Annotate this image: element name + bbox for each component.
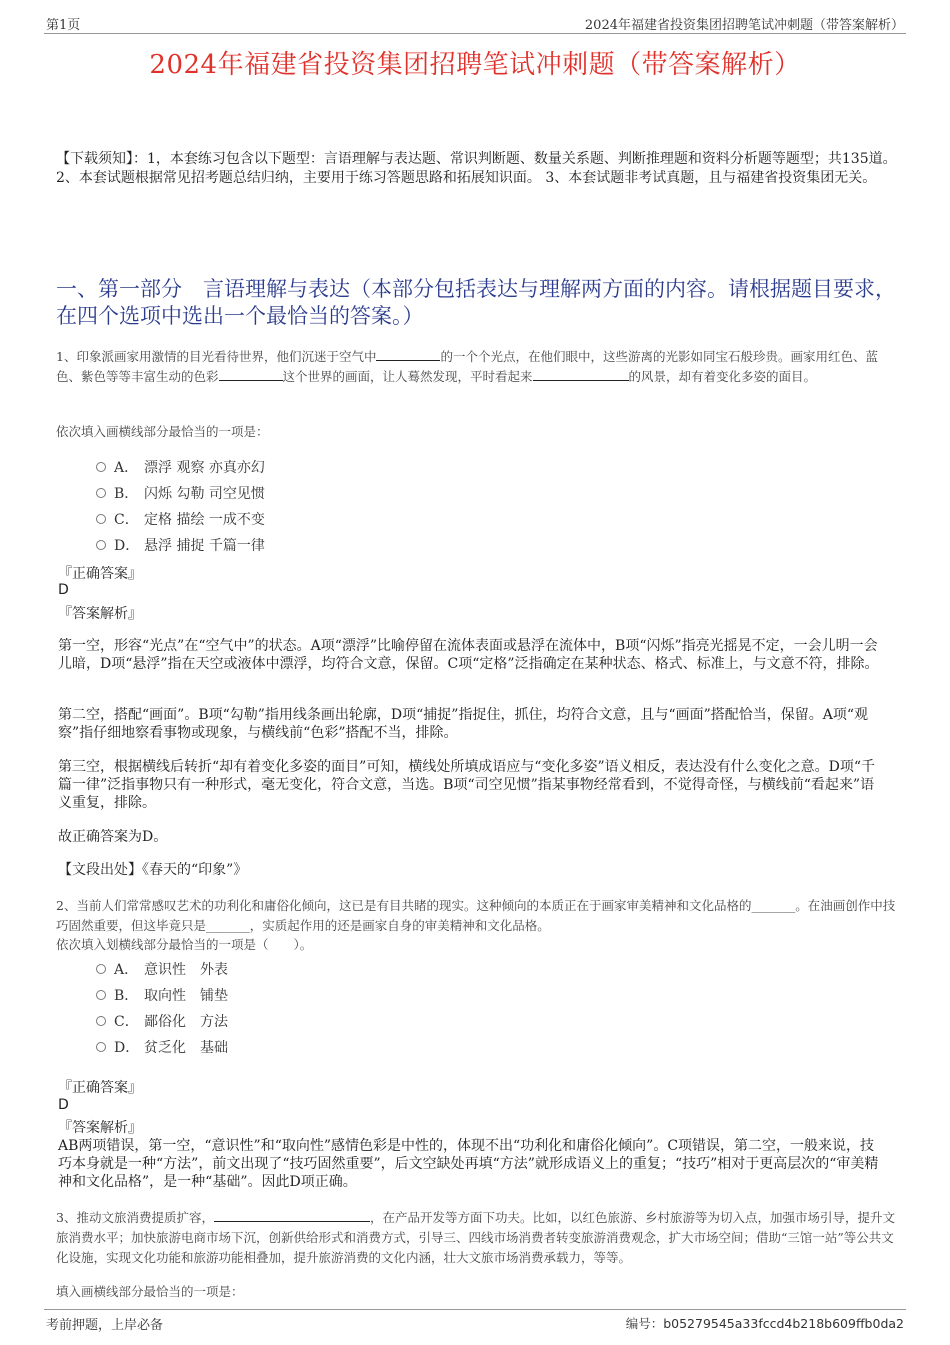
answer-value: D (58, 1097, 69, 1113)
option-key: C． (114, 1014, 139, 1030)
option-key: D． (114, 538, 140, 554)
code-value: b05279545a33fccd4b218b609ffb0da2 (663, 1316, 904, 1331)
q1-stem-part: 的风景，却有着变化多姿的面目。 (628, 369, 817, 384)
answer-value: D (58, 582, 69, 598)
option-text: 闪烁 勾勒 司空见惯 (144, 486, 265, 502)
analysis-label: 『答案解析』 (58, 1120, 142, 1136)
running-title: 2024年福建省投资集团招聘笔试冲刺题（带答案解析） (584, 18, 904, 33)
footer-divider (44, 1309, 906, 1310)
radio-icon[interactable] (96, 1042, 106, 1052)
option-d[interactable] (96, 535, 265, 555)
question-3-stem (56, 1208, 898, 1268)
analysis-paragraph: 第二空，搭配“画面”。B项“勾勒”指用线条画出轮廓，D项“捕捉”指捉住，抓住，均符合文意，且与“画面”搭配恰当，保留。A项“观察”指仔细地察看事物或现象，与横线前“色彩”搭配不当，排除。 (58, 707, 869, 741)
option-a[interactable] (96, 959, 228, 979)
option-text: 定格 描绘 一成不变 (144, 512, 265, 528)
radio-icon[interactable] (96, 964, 106, 974)
q1-stem-part: 这个世界的画面，让人蓦然发现，平时看起来 (282, 369, 533, 384)
radio-icon[interactable] (96, 1016, 106, 1026)
download-notice: 【下载须知】：1，本套练习包含以下题型：言语理解与表达题、常识判断题、数量关系题、判断推理题和资料分析题等题型；共135道。 2、本套试题根据常见招考题总结归纳，主要用于练习答题思路和拓展知识面。 3、本套试题非考试真题，且与福建省投资集团无关。 (56, 151, 897, 186)
option-b[interactable] (96, 483, 265, 503)
option-text: 悬浮 捕捉 千篇一律 (144, 538, 265, 554)
code-label: 编号： (625, 1316, 664, 1331)
analysis-label: 『答案解析』 (58, 606, 142, 622)
option-key: B． (114, 988, 139, 1004)
option-key: B． (114, 486, 139, 502)
answer-label: 『正确答案』 (58, 566, 142, 582)
option-text: 鄙俗化 方法 (144, 1014, 228, 1030)
fill-blank (533, 368, 629, 381)
option-c[interactable] (96, 509, 265, 529)
fill-blank (376, 348, 440, 361)
option-key: C． (114, 512, 139, 528)
option-b[interactable] (96, 985, 228, 1005)
option-c[interactable] (96, 1011, 228, 1031)
q1-stem-part: 1、印象派画家用激情的目光看待世界，他们沉迷于空气中 (56, 349, 377, 364)
q3-stem-part: ，在产品开发等方面下功夫。比如，以红色旅游、乡村旅游等为切入点，加强市场引导，提升文旅消费水平；加快旅游电商市场下沉，创新供给形式和消费方式，引导三、四线市场消费者转变旅游消费观念，扩大市场空间；借助“三馆一站”等公共文化设施，实现文化功能和旅游功能相叠加，提升旅游消费的文化内涵，壮大文旅市场消费承载力，等等。 (56, 1210, 895, 1265)
header-divider (44, 33, 906, 34)
option-text: 意识性 外表 (144, 962, 228, 978)
footer-slogan: 考前押题，上岸必备 (46, 1318, 164, 1333)
option-a[interactable] (96, 457, 265, 477)
analysis-paragraph: 第一空，形容“光点”在“空气中”的状态。A项“漂浮”比喻停留在流体表面或悬浮在流体中，B项“闪烁”指亮光摇晃不定，一会儿明一会儿暗，D项“悬浮”指在天空或液体中漂浮，均符合文意，保留。C项“定格”泛指确定在某种状态、格式、标准上，与文意不符，排除。 (58, 638, 879, 672)
radio-icon[interactable] (96, 514, 106, 524)
option-key: D． (114, 1040, 140, 1056)
answer-label: 『正确答案』 (58, 1080, 142, 1096)
q1-stem-part: 的一个个光点，在他们眼中，这些游离的光影如同宝石般珍贵。画家用红色、蓝色、紫色等等丰富生动的色彩 (56, 349, 878, 384)
analysis-paragraph: AB两项错误，第一空，“意识性”和“取向性”感情色彩是中性的，体现不出“功利化和庸俗化倾向”。C项错误，第二空，一般来说，技巧本身就是一种“方法”，前文出现了“技巧固然重要”，后文空缺处再填“方法”就形成语义上的重复；“技巧”相对于更高层次的“审美精神和文化品格”，是一种“基础”。因此D项正确。 (58, 1138, 879, 1190)
analysis-paragraph: 第三空，根据横线后转折“却有着变化多姿的面目”可知，横线处所填成语应与“变化多姿”语义相反，表达没有什么变化之意。D项“千篇一律”泛指事物只有一种形式，毫无变化，符合文意，当选。B项“司空见惯”指某事物经常看到，不觉得奇怪，与横线前“看起来”语义重复，排除。 (58, 759, 876, 811)
radio-icon[interactable] (96, 462, 106, 472)
question-1-stem (56, 347, 898, 387)
option-text: 取向性 铺垫 (144, 988, 228, 1004)
question-1-prompt: 依次填入画横线部分最恰当的一项是： (56, 424, 269, 439)
page-title: 2024年福建省投资集团招聘笔试冲刺题（带答案解析） (149, 50, 801, 80)
section-heading: 一、第一部分 言语理解与表达（本部分包括表达与理解两方面的内容。请根据题目要求，在四个选项中选出一个最恰当的答案。） (56, 277, 896, 328)
page-number: 第1页 (46, 18, 81, 33)
option-key: A． (114, 460, 139, 476)
analysis-conclusion: 故正确答案为D。 (58, 829, 168, 845)
source-citation: 【文段出处】《春天的“印象”》 (58, 862, 248, 878)
radio-icon[interactable] (96, 540, 106, 550)
document-code (626, 1314, 904, 1332)
option-text: 漂浮 观察 亦真亦幻 (144, 460, 265, 476)
option-d[interactable] (96, 1037, 228, 1057)
option-key: A． (114, 962, 139, 978)
fill-blank (214, 1209, 370, 1222)
question-2-prompt: 依次填入划横线部分最恰当的一项是（ ）。 (56, 937, 313, 952)
radio-icon[interactable] (96, 990, 106, 1000)
radio-icon[interactable] (96, 488, 106, 498)
question-2-stem: 2、当前人们常常感叹艺术的功利化和庸俗化倾向，这已是有目共睹的现实。这种倾向的本质正在于画家审美精神和文化品格的_______。在油画创作中技巧固然重要，但这毕竟只是_______，实质起作用的还是画家自身的审美精神和文化品格。 (56, 898, 896, 933)
fill-blank (219, 368, 283, 381)
question-3-prompt: 填入画横线部分最恰当的一项是： (56, 1284, 244, 1299)
option-text: 贫乏化 基础 (144, 1040, 228, 1056)
q3-stem-part: 3、推动文旅消费提质扩容， (56, 1210, 214, 1225)
